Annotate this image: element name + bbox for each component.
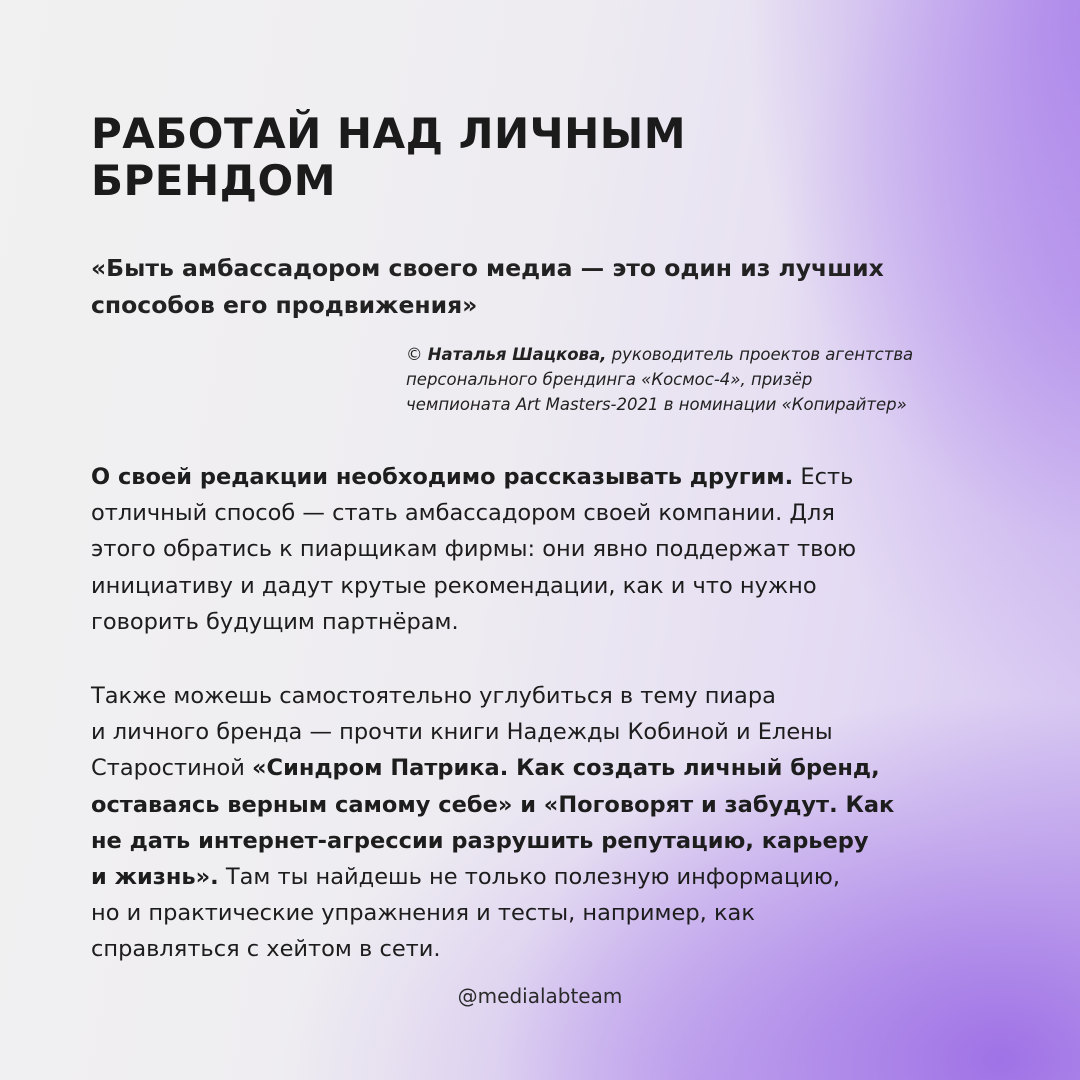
paragraph-2: [91, 678, 991, 968]
paragraph-1-line-5: говорить будущим партнёрам.: [91, 608, 459, 635]
paragraph-1-line-4: инициативу и дадут крутые рекомендации, как и что нужно: [91, 572, 817, 599]
paragraph-1: [91, 459, 991, 640]
headline-line-2: БРЕНДОМ: [91, 156, 337, 205]
paragraph-2-line-6: Там ты найдешь не только полезную информацию,: [225, 864, 840, 891]
quote: [91, 250, 991, 324]
paragraph-2-line-7: но и практические упражнения и тесты, например, как: [91, 900, 755, 927]
slide-content: [91, 110, 991, 968]
paragraph-2-line-1: Также можешь самостоятельно углубиться в тему пиара: [91, 683, 776, 710]
headline: [91, 110, 991, 204]
attribution-line-1: руководитель проектов агентства: [611, 345, 914, 364]
account-handle: @medialabteam: [457, 984, 623, 1008]
attribution-author: Наталья Шацкова,: [427, 345, 607, 364]
headline-line-1: РАБОТАЙ НАД ЛИЧНЫМ: [91, 109, 687, 158]
paragraph-1-lead: О своей редакции необходимо рассказывать другим.: [91, 464, 794, 490]
quote-line-1: «Быть амбассадором своего медиа — это один из лучших: [91, 254, 884, 282]
attribution-line-3: чемпионата Art Masters-2021 в номинации «Копирайтер»: [406, 395, 907, 414]
book-title-2-part-2: не дать интернет-агрессии разрушить репутацию, карьеру: [91, 827, 869, 854]
quote-line-2: способов его продвижения»: [91, 291, 478, 319]
paragraph-2-line-3: Старостиной: [91, 755, 245, 782]
paragraph-1-line-1: Есть: [800, 464, 854, 490]
book-title-1-part-1: «Синдром Патрика. Как создать личный бренд,: [252, 755, 880, 782]
attribution-line-2: персонального брендинга «Космос-4», призёр: [406, 370, 813, 389]
quote-attribution: [406, 342, 996, 417]
copyright-sign: ©: [406, 345, 423, 364]
book-titles-line-2: оставаясь верным самому себе» и «Поговорят и забудут. Как: [91, 791, 895, 818]
paragraph-2-line-2: и личного бренда — прочти книги Надежды Кобиной и Елены: [91, 719, 833, 746]
book-title-2-part-3: и жизнь».: [91, 864, 219, 891]
paragraph-2-line-8: справляться с хейтом в сети.: [91, 936, 441, 963]
paragraph-1-line-2: отличный способ — стать амбассадором своей компании. Для: [91, 500, 835, 527]
paragraph-1-line-3: этого обратись к пиарщикам фирмы: они явно поддержат твою: [91, 536, 857, 563]
